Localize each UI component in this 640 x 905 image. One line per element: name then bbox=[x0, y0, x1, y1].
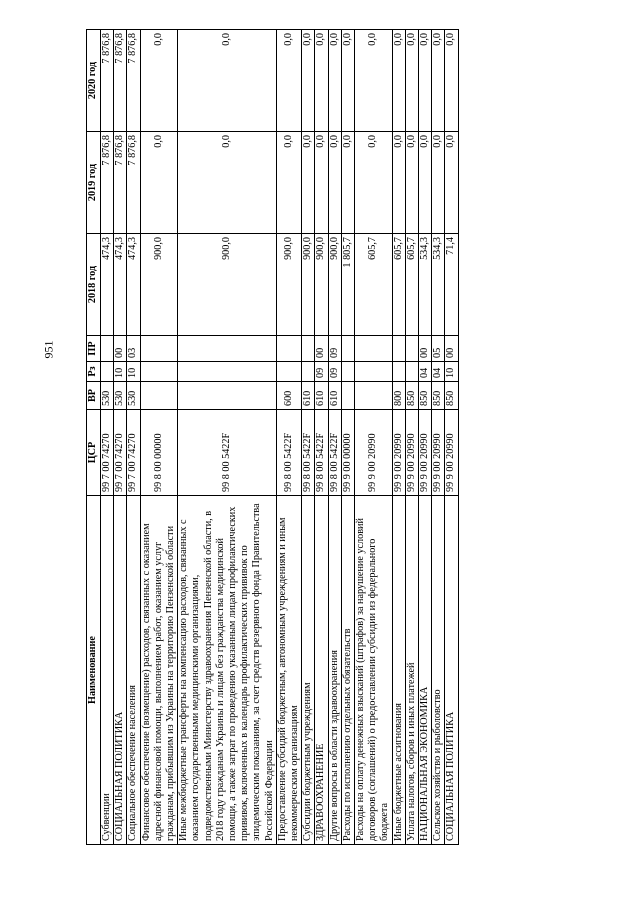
row-vr: 610 bbox=[328, 382, 341, 410]
row-vr: 530 bbox=[127, 382, 140, 410]
row-value-2019: 0,0 bbox=[315, 132, 328, 234]
row-value-2020: 7 876,8 bbox=[114, 30, 127, 132]
row-pr bbox=[302, 336, 315, 362]
row-csr: 99 7 00 74270 bbox=[127, 410, 140, 496]
row-value-2018: 900,0 bbox=[302, 234, 315, 336]
row-csr: 99 9 00 00000 bbox=[341, 410, 354, 496]
row-value-2019: 0,0 bbox=[178, 132, 277, 234]
row-vr: 850 bbox=[432, 382, 445, 410]
row-value-2018: 900,0 bbox=[315, 234, 328, 336]
row-pr bbox=[101, 336, 114, 362]
row-vr: 530 bbox=[101, 382, 114, 410]
row-rz bbox=[101, 362, 114, 382]
row-rz: 09 bbox=[328, 362, 341, 382]
row-rz bbox=[302, 362, 315, 382]
row-vr: 610 bbox=[315, 382, 328, 410]
table-row bbox=[432, 30, 445, 845]
row-rz bbox=[276, 362, 301, 382]
row-name: Сельское хозяйство и рыболовство bbox=[432, 496, 445, 845]
row-value-2018: 1 805,7 bbox=[341, 234, 354, 336]
row-pr bbox=[341, 336, 354, 362]
row-value-2018: 474,3 bbox=[114, 234, 127, 336]
row-value-2020: 0,0 bbox=[140, 30, 178, 132]
row-value-2019: 0,0 bbox=[445, 132, 458, 234]
header-row bbox=[87, 30, 101, 845]
table-row bbox=[341, 30, 354, 845]
row-value-2020: 7 876,8 bbox=[101, 30, 114, 132]
row-pr: 03 bbox=[127, 336, 140, 362]
row-value-2020: 0,0 bbox=[276, 30, 301, 132]
row-value-2019: 0,0 bbox=[140, 132, 178, 234]
row-name: Иные межбюджетные трансферты на компенсацию расходов, связанных с оказанием государственными медицинскими организациями, подведомственными Министерству здравоохранения Пензенской области, в 2018 году гражданам Украины и лицам без гражданства медицинской помощи, а также затрат по проведению указанным лицам профилактических прививок, включенных в календарь профилактических прививок по эпидемическим показаниям, за счет средств резервного фонда Правительства Российской Федерации bbox=[178, 496, 277, 845]
row-pr: 00 bbox=[445, 336, 458, 362]
row-csr: 99 8 00 5422F bbox=[302, 410, 315, 496]
row-name: Расходы на оплату денежных взысканий (штрафов) за нарушение условий договоров (соглашений) о предоставлении субсидии из федерального бюджета bbox=[355, 496, 393, 845]
row-value-2020: 0,0 bbox=[392, 30, 405, 132]
row-name: Предоставление субсидий бюджетным, автономным учреждениям и иным некоммерческим организациям bbox=[276, 496, 301, 845]
table-row bbox=[355, 30, 393, 845]
row-pr bbox=[405, 336, 418, 362]
row-value-2018: 900,0 bbox=[328, 234, 341, 336]
row-pr: 09 bbox=[328, 336, 341, 362]
header-2018: 2018 год bbox=[87, 234, 101, 336]
row-rz: 10 bbox=[127, 362, 140, 382]
row-rz: 10 bbox=[445, 362, 458, 382]
row-pr: 00 bbox=[114, 336, 127, 362]
row-value-2020: 0,0 bbox=[419, 30, 432, 132]
row-value-2020: 0,0 bbox=[432, 30, 445, 132]
row-value-2018: 605,7 bbox=[405, 234, 418, 336]
table-row bbox=[140, 30, 178, 845]
row-pr: 00 bbox=[315, 336, 328, 362]
row-name: Финансовое обеспечение (возмещение) расходов, связанных с оказанием адресной финансовой помощи, выполнением работ, оказанием услуг гражданам, прибывшим из Украины на территорию Пензенской области bbox=[140, 496, 178, 845]
row-rz bbox=[341, 362, 354, 382]
row-name: ЗДРАВООХРАНЕНИЕ bbox=[315, 496, 328, 845]
row-value-2020: 7 876,8 bbox=[127, 30, 140, 132]
table-row bbox=[302, 30, 315, 845]
table-row bbox=[114, 30, 127, 845]
table-row bbox=[101, 30, 114, 845]
header-2019: 2019 год bbox=[87, 132, 101, 234]
row-vr bbox=[341, 382, 354, 410]
row-value-2018: 605,7 bbox=[355, 234, 393, 336]
row-pr: 05 bbox=[432, 336, 445, 362]
row-value-2019: 0,0 bbox=[432, 132, 445, 234]
row-csr: 99 8 00 5422F bbox=[315, 410, 328, 496]
row-pr bbox=[276, 336, 301, 362]
budget-table-container bbox=[86, 30, 610, 845]
header-rz: Рз bbox=[87, 362, 101, 382]
table-row bbox=[419, 30, 432, 845]
table-row bbox=[276, 30, 301, 845]
row-rz: 04 bbox=[432, 362, 445, 382]
budget-table bbox=[86, 29, 459, 845]
row-name: Другие вопросы в области здравоохранения bbox=[328, 496, 341, 845]
row-value-2018: 71,4 bbox=[445, 234, 458, 336]
row-csr: 99 9 00 20990 bbox=[432, 410, 445, 496]
row-value-2020: 0,0 bbox=[328, 30, 341, 132]
row-vr: 800 bbox=[392, 382, 405, 410]
row-name: Иные бюджетные ассигнования bbox=[392, 496, 405, 845]
row-csr: 99 8 00 00000 bbox=[140, 410, 178, 496]
row-value-2019: 0,0 bbox=[405, 132, 418, 234]
row-value-2019: 0,0 bbox=[419, 132, 432, 234]
row-rz bbox=[392, 362, 405, 382]
header-pr: ПР bbox=[87, 336, 101, 362]
row-value-2018: 474,3 bbox=[101, 234, 114, 336]
row-name: СОЦИАЛЬНАЯ ПОЛИТИКА bbox=[114, 496, 127, 845]
header-2020: 2020 год bbox=[87, 30, 101, 132]
row-rz bbox=[178, 362, 277, 382]
row-csr: 99 9 00 20990 bbox=[445, 410, 458, 496]
row-vr: 610 bbox=[302, 382, 315, 410]
row-csr: 99 9 00 20990 bbox=[355, 410, 393, 496]
row-pr bbox=[140, 336, 178, 362]
header-name: Наименование bbox=[87, 496, 101, 845]
header-csr: ЦСР bbox=[87, 410, 101, 496]
row-csr: 99 8 00 5422F bbox=[276, 410, 301, 496]
row-value-2019: 0,0 bbox=[355, 132, 393, 234]
row-value-2020: 0,0 bbox=[405, 30, 418, 132]
table-row bbox=[315, 30, 328, 845]
row-pr: 00 bbox=[419, 336, 432, 362]
row-csr: 99 8 00 5422F bbox=[178, 410, 277, 496]
row-value-2018: 534,3 bbox=[419, 234, 432, 336]
row-value-2020: 0,0 bbox=[315, 30, 328, 132]
row-value-2019: 7 876,8 bbox=[101, 132, 114, 234]
row-csr: 99 9 00 20990 bbox=[405, 410, 418, 496]
table-row bbox=[445, 30, 458, 845]
row-csr: 99 7 00 74270 bbox=[114, 410, 127, 496]
row-csr: 99 8 00 5422F bbox=[328, 410, 341, 496]
row-rz: 09 bbox=[315, 362, 328, 382]
row-vr bbox=[140, 382, 178, 410]
row-value-2018: 900,0 bbox=[276, 234, 301, 336]
row-rz: 04 bbox=[419, 362, 432, 382]
row-pr bbox=[355, 336, 393, 362]
row-name: Субвенции bbox=[101, 496, 114, 845]
row-value-2018: 900,0 bbox=[140, 234, 178, 336]
row-value-2019: 0,0 bbox=[302, 132, 315, 234]
table-row bbox=[328, 30, 341, 845]
row-rz: 10 bbox=[114, 362, 127, 382]
row-value-2020: 0,0 bbox=[302, 30, 315, 132]
row-value-2018: 605,7 bbox=[392, 234, 405, 336]
row-csr: 99 7 00 74270 bbox=[101, 410, 114, 496]
row-rz bbox=[355, 362, 393, 382]
row-name: НАЦИОНАЛЬНАЯ ЭКОНОМИКА bbox=[419, 496, 432, 845]
row-value-2018: 474,3 bbox=[127, 234, 140, 336]
row-vr: 530 bbox=[114, 382, 127, 410]
row-name: Расходы по исполнению отдельных обязательств bbox=[341, 496, 354, 845]
row-vr bbox=[178, 382, 277, 410]
table-row bbox=[392, 30, 405, 845]
row-value-2019: 0,0 bbox=[276, 132, 301, 234]
row-value-2018: 534,3 bbox=[432, 234, 445, 336]
row-pr bbox=[178, 336, 277, 362]
row-name: Социальное обеспечение населения bbox=[127, 496, 140, 845]
row-value-2019: 7 876,8 bbox=[114, 132, 127, 234]
row-value-2019: 7 876,8 bbox=[127, 132, 140, 234]
row-rz bbox=[405, 362, 418, 382]
row-csr: 99 9 00 20990 bbox=[392, 410, 405, 496]
header-vr: ВР bbox=[87, 382, 101, 410]
row-value-2020: 0,0 bbox=[341, 30, 354, 132]
row-value-2019: 0,0 bbox=[328, 132, 341, 234]
row-value-2020: 0,0 bbox=[178, 30, 277, 132]
row-vr: 850 bbox=[405, 382, 418, 410]
row-value-2019: 0,0 bbox=[341, 132, 354, 234]
row-value-2020: 0,0 bbox=[445, 30, 458, 132]
table-row bbox=[127, 30, 140, 845]
row-name: СОЦИАЛЬНАЯ ПОЛИТИКА bbox=[445, 496, 458, 845]
row-name: Уплата налогов, сборов и иных платежей bbox=[405, 496, 418, 845]
rotated-page bbox=[86, 30, 610, 845]
row-name: Субсидии бюджетным учреждениям bbox=[302, 496, 315, 845]
row-value-2020: 0,0 bbox=[355, 30, 393, 132]
row-value-2018: 900,0 bbox=[178, 234, 277, 336]
table-row bbox=[178, 30, 277, 845]
row-pr bbox=[392, 336, 405, 362]
row-vr: 600 bbox=[276, 382, 301, 410]
row-csr: 99 9 00 20990 bbox=[419, 410, 432, 496]
row-vr bbox=[355, 382, 393, 410]
page-number: 951 bbox=[41, 340, 56, 359]
row-rz bbox=[140, 362, 178, 382]
row-value-2019: 0,0 bbox=[392, 132, 405, 234]
row-vr: 850 bbox=[445, 382, 458, 410]
table-row bbox=[405, 30, 418, 845]
row-vr: 850 bbox=[419, 382, 432, 410]
